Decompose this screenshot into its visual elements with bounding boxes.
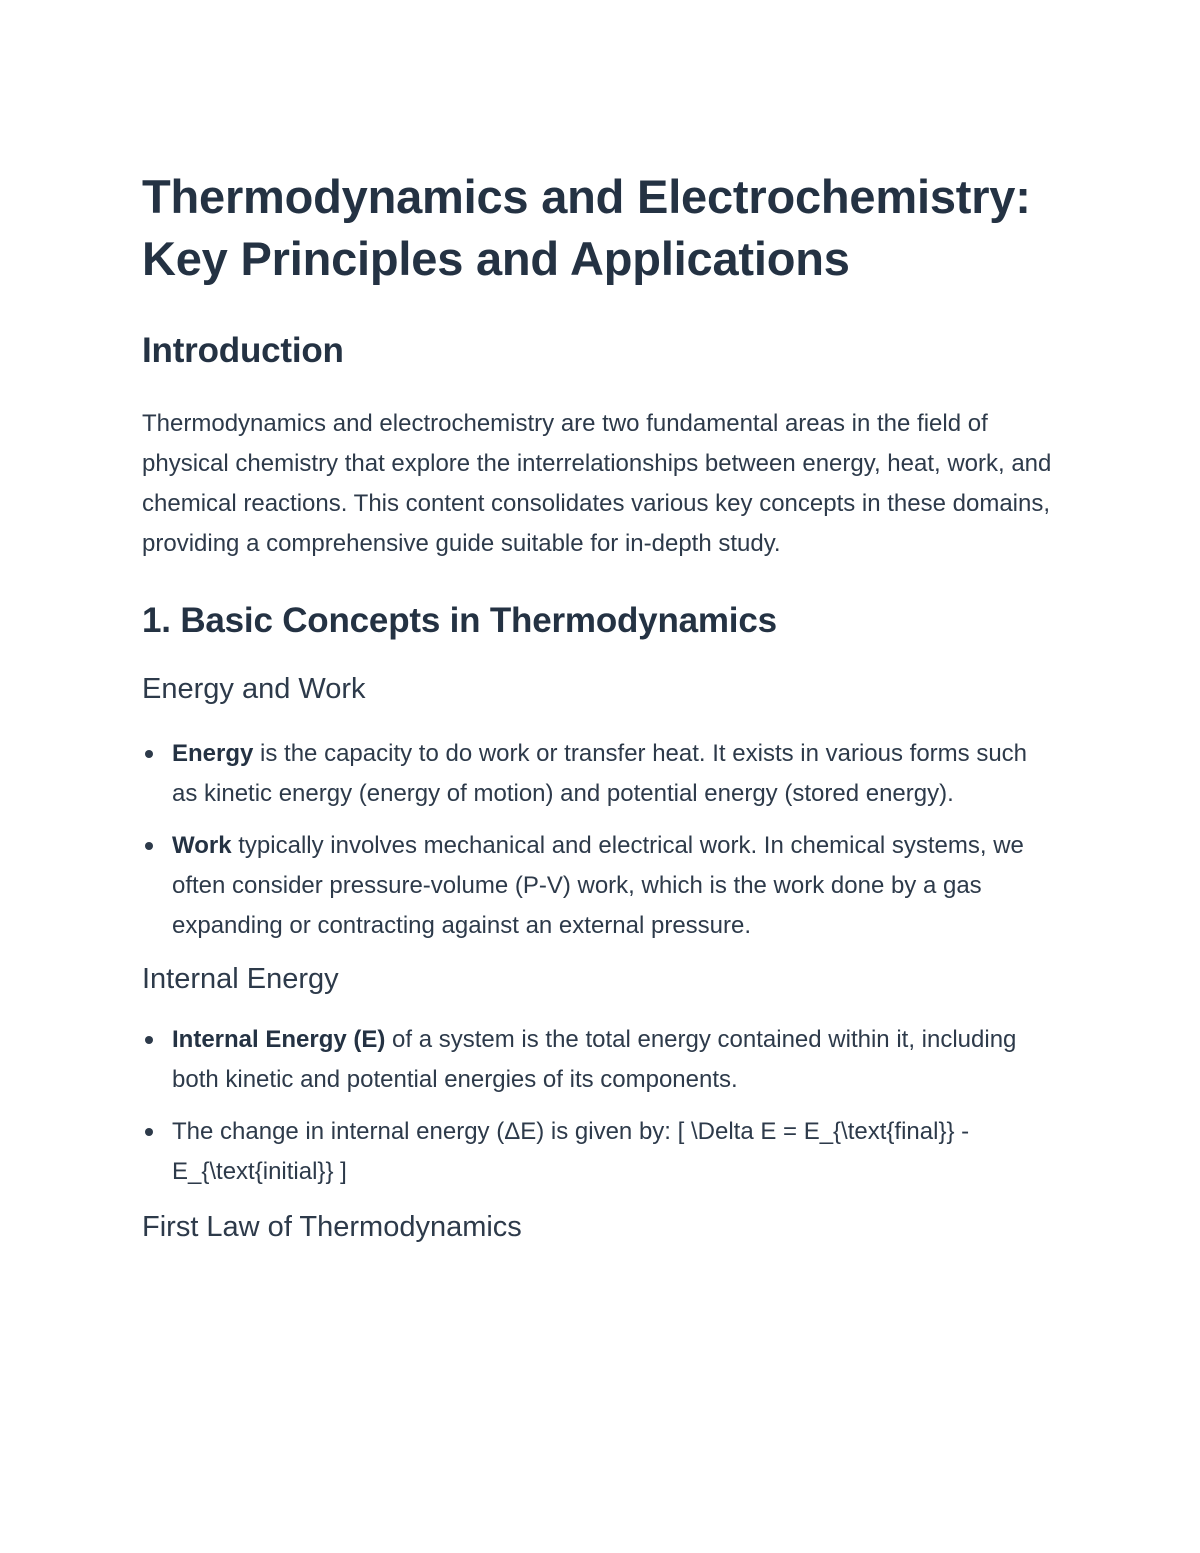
section-1-heading: 1. Basic Concepts in Thermodynamics	[142, 601, 777, 640]
term-energy: Energy	[172, 740, 254, 767]
definition-internal-energy: of a system is the total energy contained within it, including both kinetic and potential energies of its components.	[172, 1026, 1017, 1093]
definition-energy: is the capacity to do work or transfer heat. It exists in various forms such as kinetic energy (energy of motion) and potential energy (stored energy).	[172, 740, 1028, 807]
introduction-heading: Introduction	[142, 331, 344, 370]
delta-e-formula-text: The change in internal energy (ΔE) is given by: [ \Delta E = E_{\text{final}} - E_{\text{initial}} ]	[172, 1118, 970, 1185]
list-item	[142, 1020, 1052, 1100]
energy-and-work-list	[142, 734, 1052, 946]
term-internal-energy: Internal Energy (E)	[172, 1026, 386, 1053]
first-law-heading: First Law of Thermodynamics	[142, 1211, 522, 1243]
document-page	[142, 166, 1052, 1246]
document-title: Thermodynamics and Electrochemistry: Key Principles and Applications	[142, 170, 1031, 285]
list-item	[142, 826, 1052, 946]
bullet-icon	[145, 842, 153, 850]
internal-energy-heading: Internal Energy	[142, 963, 339, 995]
bullet-icon	[145, 750, 153, 758]
list-item	[142, 734, 1052, 814]
energy-and-work-heading: Energy and Work	[142, 673, 366, 705]
bullet-icon	[145, 1036, 153, 1044]
list-item	[142, 1112, 1052, 1192]
term-work: Work	[172, 832, 232, 859]
definition-work: typically involves mechanical and electrical work. In chemical systems, we often consider pressure-volume (P-V) work, which is the work done by a gas expanding or contracting against an external pressure.	[172, 832, 1024, 939]
internal-energy-list	[142, 1020, 1052, 1192]
bullet-icon	[145, 1128, 153, 1136]
introduction-paragraph: Thermodynamics and electrochemistry are two fundamental areas in the field of physical chemistry that explore the interrelationships between energy, heat, work, and chemical reactions. This content consolidates various key concepts in these domains, providing a comprehensive guide suitable for in-depth study.	[142, 410, 1052, 557]
